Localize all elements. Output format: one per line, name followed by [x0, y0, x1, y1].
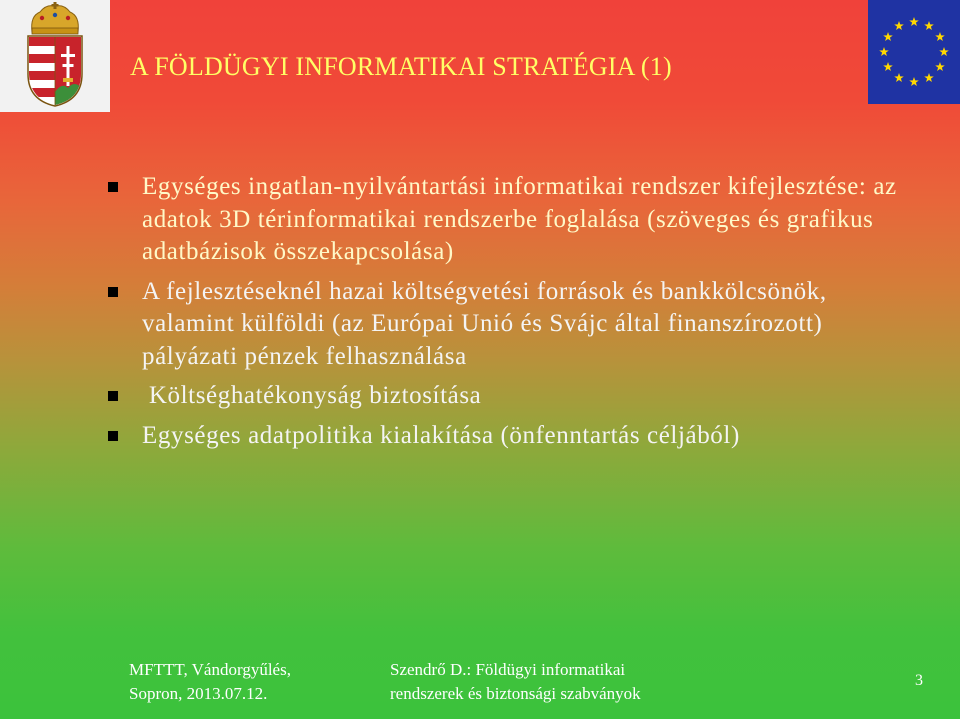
- footer-presentation-info: [390, 658, 641, 706]
- footer-event-place-date: Sopron, 2013.07.12.: [129, 684, 268, 703]
- square-bullet-icon: [108, 431, 118, 441]
- footer-event-info: [129, 658, 291, 706]
- bullet-item-3: [108, 380, 898, 413]
- bullet-text: Egységes adatpolitika kialakítása (önfenntartás céljából): [142, 421, 740, 449]
- bullet-item-1: [108, 171, 898, 269]
- hungarian-coat-of-arms-logo: [0, 0, 110, 112]
- bullet-item-2: [108, 276, 898, 374]
- bullet-text: A fejlesztéseknél hazai költségvetési források és bankkölcsönök, valamint külföldi (az Európai Unió és Svájc által finanszírozott) pályázati pénzek felhasználása: [142, 277, 827, 370]
- bullet-item-4: [108, 420, 898, 453]
- footer-title-continued: rendszerek és biztonsági szabványok: [390, 684, 641, 703]
- bullet-text: Egységes ingatlan-nyilvántartási informatikai rendszer kifejlesztése: az adatok 3D térinformatikai rendszerbe foglalása (szöveges és grafikus adatbázisok összekapcsolása): [142, 173, 897, 265]
- bullet-text: Költséghatékonyság biztosítása: [142, 382, 482, 409]
- footer-event-name: MFTTT, Vándorgyűlés,: [129, 660, 291, 679]
- page-title: A FÖLDÜGYI INFORMATIKAI STRATÉGIA (1): [130, 52, 672, 81]
- coat-of-arms-icon: [22, 2, 88, 108]
- footer-author-title: Szendrő D.: Földügyi informatikai: [390, 660, 626, 679]
- bullet-list: [108, 171, 898, 459]
- eu-flag-icon: [868, 0, 960, 104]
- page-number: 3: [915, 672, 923, 689]
- eu-flag-logo: [868, 0, 960, 104]
- square-bullet-icon: [108, 182, 118, 192]
- square-bullet-icon: [108, 391, 118, 401]
- square-bullet-icon: [108, 287, 118, 297]
